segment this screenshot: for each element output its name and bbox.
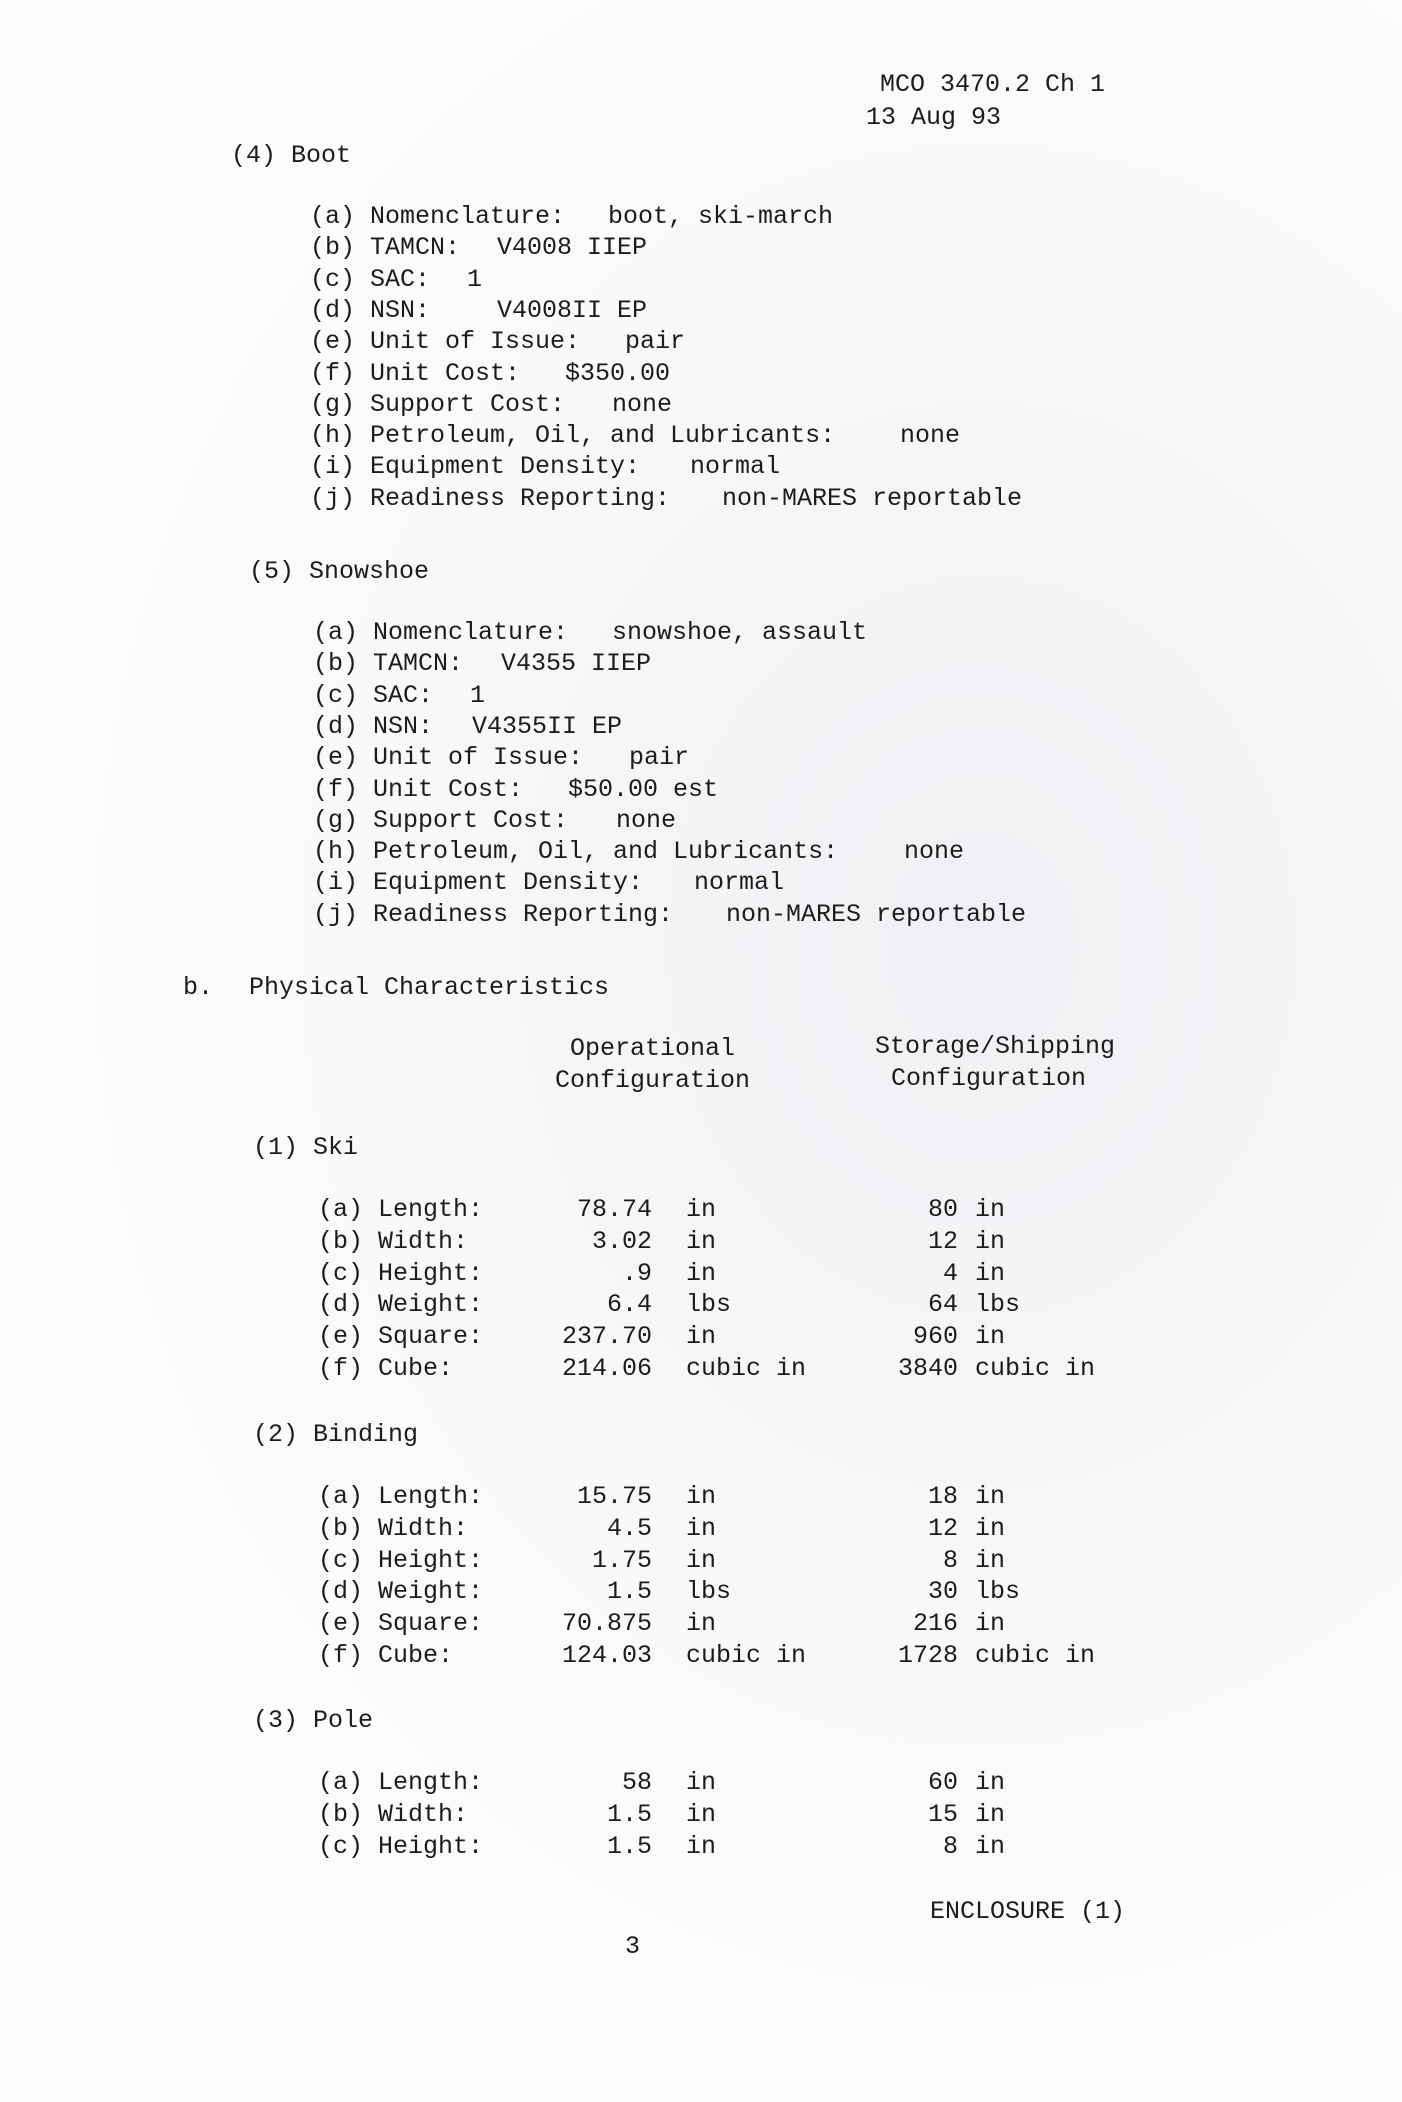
- item-label: (f) Unit Cost:: [310, 358, 521, 388]
- operational-value: 1.5: [606, 1799, 652, 1829]
- page-number: 3: [625, 1932, 641, 1961]
- storage-value: 1728: [897, 1641, 958, 1670]
- storage-value: 4: [942, 1258, 958, 1288]
- storage-value: 3840: [897, 1354, 958, 1383]
- storage-unit: in: [975, 1226, 1006, 1256]
- row-label: (a) Length:: [318, 1768, 484, 1797]
- operational-unit: in: [686, 1831, 717, 1861]
- item-value: V4008 IIEP: [497, 233, 648, 263]
- operational-value: 214.06: [561, 1354, 652, 1383]
- operational-value: 70.875: [561, 1609, 652, 1639]
- operational-value: 78.74: [576, 1195, 652, 1224]
- physical-heading-letter: b.: [183, 973, 214, 1002]
- operational-unit: in: [686, 1322, 717, 1352]
- operational-unit: in: [686, 1768, 717, 1797]
- column-header-operational-2: Configuration: [555, 1066, 751, 1095]
- row-label: (a) Length:: [318, 1195, 484, 1224]
- item-label: (c) SAC:: [313, 680, 434, 710]
- operational-value: 4.5: [606, 1513, 652, 1543]
- row-label: (e) Square:: [318, 1609, 484, 1639]
- storage-value: 8: [942, 1545, 958, 1575]
- row-label: (d) Weight:: [318, 1290, 484, 1320]
- enclosure-label: ENCLOSURE (1): [930, 1897, 1126, 1926]
- item-value: none: [612, 389, 673, 419]
- row-label: (f) Cube:: [318, 1354, 454, 1383]
- item-label: (g) Support Cost:: [310, 389, 566, 419]
- storage-unit: in: [975, 1545, 1006, 1575]
- row-label: (b) Width:: [318, 1226, 469, 1256]
- storage-value: 64: [927, 1290, 958, 1320]
- operational-value: 1.75: [591, 1545, 652, 1575]
- item-value: boot, ski-march: [608, 202, 834, 231]
- item-label: (b) TAMCN:: [310, 233, 461, 263]
- column-header-storage-2: Configuration: [891, 1064, 1087, 1093]
- group-heading: (1) Ski: [253, 1133, 359, 1162]
- item-value: V4355II EP: [472, 711, 623, 741]
- operational-unit: in: [686, 1195, 717, 1224]
- item-label: (j) Readiness Reporting:: [313, 899, 674, 929]
- item-value: none: [904, 837, 965, 867]
- storage-value: 12: [927, 1513, 958, 1543]
- storage-value: 80: [927, 1195, 958, 1224]
- row-label: (b) Width:: [318, 1513, 469, 1543]
- storage-unit: in: [975, 1258, 1006, 1288]
- item-value: V4355 IIEP: [501, 649, 652, 679]
- operational-unit: in: [686, 1226, 717, 1256]
- item-value: none: [616, 805, 677, 835]
- item-label: (a) Nomenclature:: [310, 202, 566, 231]
- row-label: (f) Cube:: [318, 1641, 454, 1670]
- item-label: (e) Unit of Issue:: [310, 327, 581, 357]
- item-label: (f) Unit Cost:: [313, 774, 524, 804]
- operational-unit: in: [686, 1482, 717, 1511]
- operational-unit: in: [686, 1513, 717, 1543]
- item-value: normal: [694, 868, 785, 898]
- item-label: (h) Petroleum, Oil, and Lubricants:: [310, 421, 836, 451]
- item-label: (c) SAC:: [310, 264, 431, 294]
- storage-unit: cubic in: [975, 1641, 1096, 1670]
- group-heading: (2) Binding: [253, 1420, 419, 1449]
- storage-unit: in: [975, 1322, 1006, 1352]
- row-label: (c) Height:: [318, 1831, 484, 1861]
- operational-value: 237.70: [561, 1322, 652, 1352]
- item-label: (i) Equipment Density:: [310, 452, 641, 482]
- section-heading-snowshoe: (5) Snowshoe: [249, 557, 430, 586]
- item-label: (b) TAMCN:: [313, 649, 464, 679]
- item-label: (i) Equipment Density:: [313, 868, 644, 898]
- operational-unit: in: [686, 1799, 717, 1829]
- storage-unit: in: [975, 1513, 1006, 1543]
- storage-value: 60: [927, 1768, 958, 1797]
- operational-unit: lbs: [686, 1577, 732, 1607]
- row-label: (a) Length:: [318, 1482, 484, 1511]
- item-value: pair: [625, 327, 686, 357]
- operational-unit: lbs: [686, 1290, 732, 1320]
- storage-unit: lbs: [975, 1577, 1021, 1607]
- operational-value: 1.5: [606, 1577, 652, 1607]
- operational-unit: in: [686, 1609, 717, 1639]
- storage-unit: in: [975, 1482, 1006, 1511]
- item-label: (a) Nomenclature:: [313, 618, 569, 647]
- row-label: (c) Height:: [318, 1258, 484, 1288]
- item-label: (d) NSN:: [310, 295, 431, 325]
- storage-value: 12: [927, 1226, 958, 1256]
- storage-unit: in: [975, 1195, 1006, 1224]
- item-value: non-MARES reportable: [726, 899, 1027, 929]
- storage-unit: in: [975, 1831, 1006, 1861]
- row-label: (c) Height:: [318, 1545, 484, 1575]
- storage-unit: in: [975, 1799, 1006, 1829]
- item-value: non-MARES reportable: [722, 483, 1023, 513]
- operational-value: 58: [621, 1768, 652, 1797]
- item-value: none: [900, 421, 961, 451]
- storage-unit: cubic in: [975, 1354, 1096, 1383]
- item-value: V4008II EP: [497, 295, 648, 325]
- operational-value: 15.75: [576, 1482, 652, 1511]
- operational-unit: cubic in: [686, 1354, 807, 1383]
- item-label: (j) Readiness Reporting:: [310, 483, 671, 513]
- item-value: $50.00 est: [568, 774, 719, 804]
- item-label: (e) Unit of Issue:: [313, 743, 584, 773]
- operational-value: 3.02: [591, 1226, 652, 1256]
- storage-value: 15: [927, 1799, 958, 1829]
- storage-unit: in: [975, 1609, 1006, 1639]
- operational-value: 1.5: [606, 1831, 652, 1861]
- storage-value: 8: [942, 1831, 958, 1861]
- storage-unit: lbs: [975, 1290, 1021, 1320]
- storage-unit: in: [975, 1768, 1006, 1797]
- document-id: MCO 3470.2 Ch 1: [880, 70, 1106, 99]
- operational-value: 124.03: [561, 1641, 652, 1670]
- column-header-storage-1: Storage/Shipping: [875, 1032, 1116, 1061]
- storage-value: 216: [912, 1609, 958, 1639]
- item-label: (g) Support Cost:: [313, 805, 569, 835]
- row-label: (e) Square:: [318, 1322, 484, 1352]
- section-heading-boot: (4) Boot: [231, 141, 352, 170]
- operational-value: .9: [621, 1258, 652, 1288]
- operational-value: 6.4: [606, 1290, 652, 1320]
- item-value: $350.00: [565, 358, 671, 388]
- item-value: pair: [629, 743, 690, 773]
- item-label: (d) NSN:: [313, 711, 434, 741]
- group-heading: (3) Pole: [253, 1706, 374, 1735]
- storage-value: 960: [912, 1322, 958, 1352]
- item-value: 1: [467, 264, 483, 294]
- operational-unit: cubic in: [686, 1641, 807, 1670]
- item-value: normal: [690, 452, 781, 482]
- physical-heading: Physical Characteristics: [249, 973, 610, 1002]
- item-value: 1: [470, 680, 486, 710]
- storage-value: 18: [927, 1482, 958, 1511]
- operational-unit: in: [686, 1258, 717, 1288]
- item-label: (h) Petroleum, Oil, and Lubricants:: [313, 837, 839, 867]
- row-label: (d) Weight:: [318, 1577, 484, 1607]
- item-value: snowshoe, assault: [612, 618, 868, 647]
- column-header-operational-1: Operational: [570, 1034, 736, 1063]
- storage-value: 30: [927, 1577, 958, 1607]
- row-label: (b) Width:: [318, 1799, 469, 1829]
- operational-unit: in: [686, 1545, 717, 1575]
- document-date: 13 Aug 93: [866, 103, 1002, 132]
